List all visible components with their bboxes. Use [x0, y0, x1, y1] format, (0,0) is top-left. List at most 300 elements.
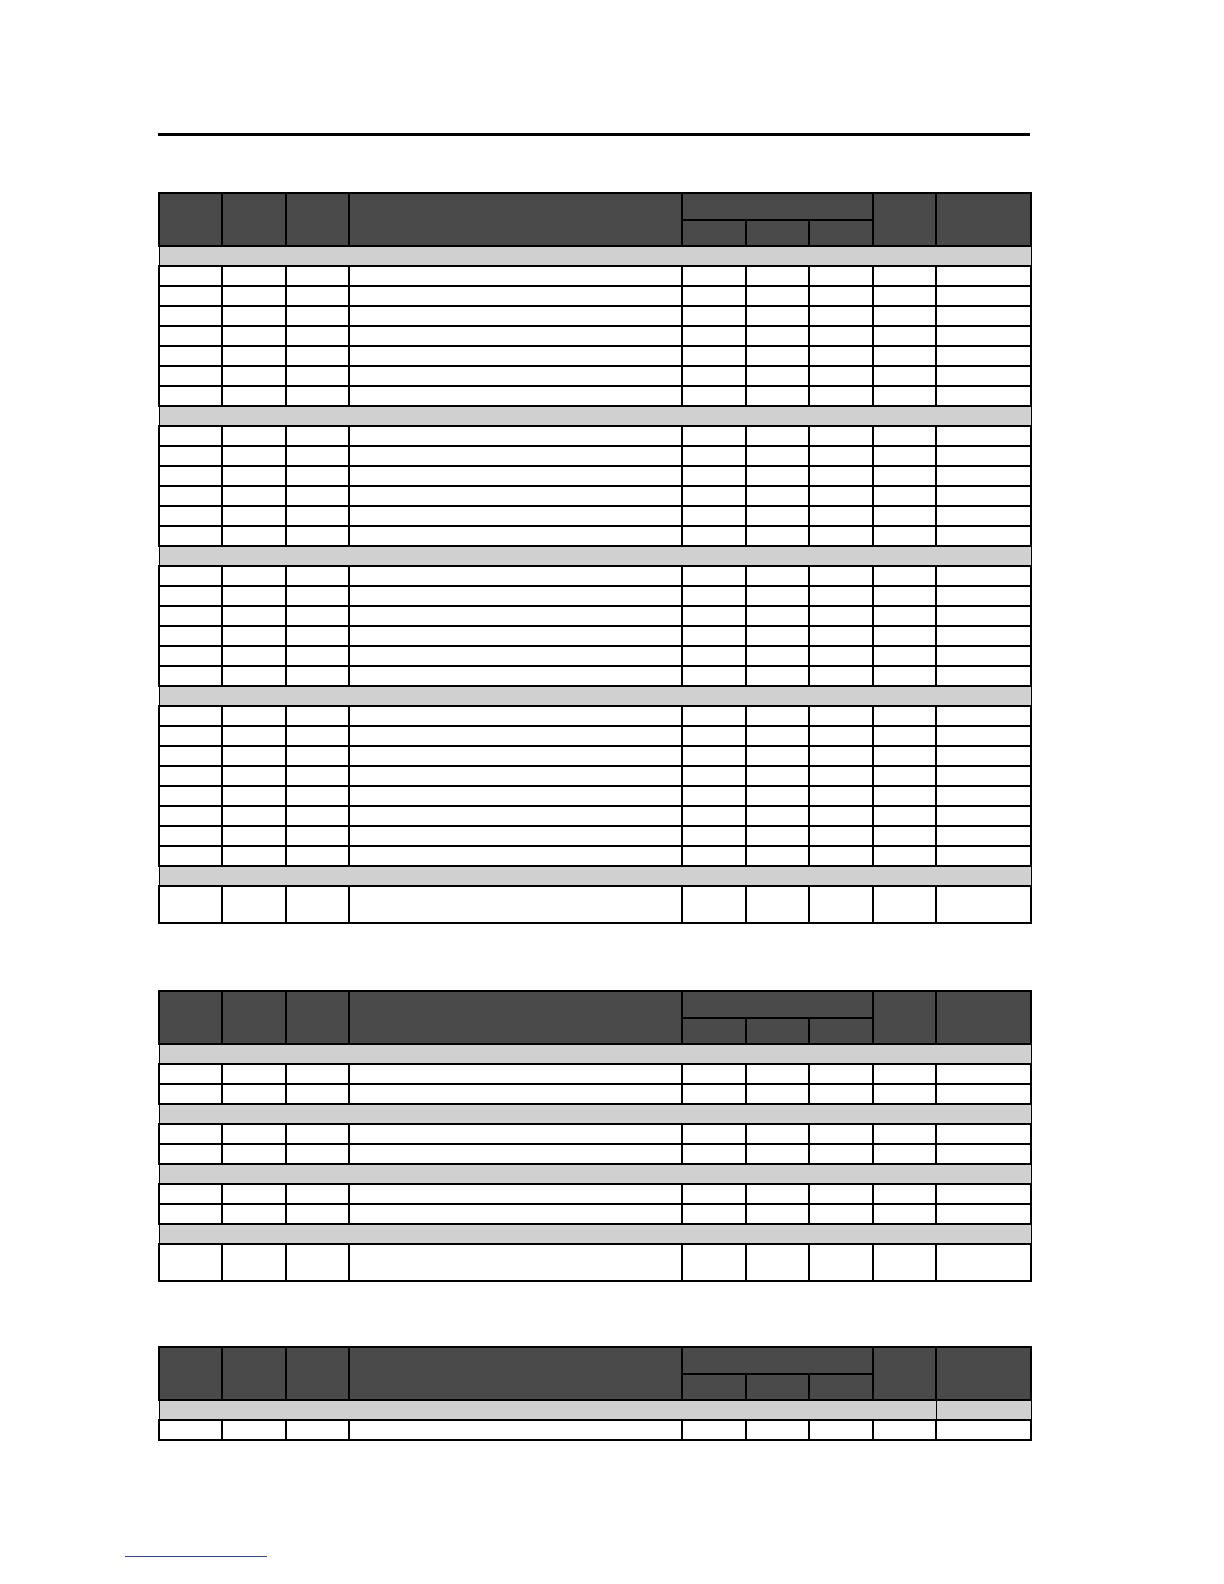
- section-band: [159, 1224, 1031, 1244]
- table-row: [159, 1064, 1031, 1084]
- section-band: [159, 546, 1031, 566]
- table-cell: [936, 326, 1031, 346]
- table-cell: [809, 1420, 873, 1440]
- table-row: [159, 426, 1031, 446]
- table-cell: [349, 806, 682, 826]
- table-cell: [809, 286, 873, 306]
- table-cell: [349, 566, 682, 586]
- section-band: [159, 246, 1031, 266]
- table-cell: [159, 286, 222, 306]
- table-cell: [873, 826, 936, 846]
- table-cell: [746, 1144, 809, 1164]
- table-row: [159, 346, 1031, 366]
- table-cell: [159, 526, 222, 546]
- table-cell: [809, 566, 873, 586]
- table-cell: [286, 666, 349, 686]
- table-cell: [682, 1244, 746, 1281]
- table-cell: [349, 526, 682, 546]
- table-cell: [286, 346, 349, 366]
- table-cell: [222, 1244, 286, 1281]
- table-cell: [809, 1244, 873, 1281]
- table-cell: [682, 1124, 746, 1144]
- table-cell: [936, 846, 1031, 866]
- table-cell: [349, 826, 682, 846]
- table-cell: [809, 1204, 873, 1224]
- header-col-description: [349, 193, 682, 246]
- table-cell: [746, 466, 809, 486]
- table-cell: [349, 886, 682, 923]
- table-cell: [159, 426, 222, 446]
- table-cell: [873, 586, 936, 606]
- table-cell: [222, 766, 286, 786]
- table-row: [159, 746, 1031, 766]
- table-cell: [222, 426, 286, 446]
- table-cell: [873, 806, 936, 826]
- table-cell: [936, 1124, 1031, 1144]
- table-row: [159, 566, 1031, 586]
- table-cell: [222, 506, 286, 526]
- form-table-3: [158, 1346, 1032, 1441]
- table-cell: [159, 346, 222, 366]
- table-cell: [746, 426, 809, 446]
- table-cell: [682, 326, 746, 346]
- table-cell: [222, 886, 286, 923]
- table-row: [159, 366, 1031, 386]
- table-cell: [222, 326, 286, 346]
- table-cell: [159, 586, 222, 606]
- header-col-9: [936, 1347, 1031, 1400]
- table-cell: [349, 706, 682, 726]
- form-table-2: [158, 990, 1032, 1282]
- table-cell: [682, 746, 746, 766]
- table-cell: [809, 486, 873, 506]
- table-row: [159, 646, 1031, 666]
- table-cell: [682, 266, 746, 286]
- table-cell: [809, 786, 873, 806]
- section-band: [159, 686, 1031, 706]
- table-cell: [222, 486, 286, 506]
- table-cell: [746, 566, 809, 586]
- table-cell: [159, 1204, 222, 1224]
- table-cell: [682, 806, 746, 826]
- table-cell: [349, 506, 682, 526]
- table-cell: [286, 746, 349, 766]
- table-cell: [159, 746, 222, 766]
- table-cell: [349, 366, 682, 386]
- table-cell: [936, 1064, 1031, 1084]
- table-cell: [746, 806, 809, 826]
- table-cell: [159, 786, 222, 806]
- table-cell: [936, 486, 1031, 506]
- table-cell: [873, 426, 936, 446]
- table-cell: [936, 746, 1031, 766]
- table-cell: [746, 1204, 809, 1224]
- table-cell: [349, 486, 682, 506]
- table-cell: [936, 446, 1031, 466]
- section-band-cell: [159, 866, 1031, 886]
- table-cell: [349, 1184, 682, 1204]
- table-cell: [873, 266, 936, 286]
- table-cell: [159, 1420, 222, 1440]
- header-group: [682, 193, 873, 220]
- table-cell: [222, 266, 286, 286]
- header-col-9: [936, 193, 1031, 246]
- table-cell: [873, 326, 936, 346]
- table-cell: [682, 386, 746, 406]
- table-cell: [222, 1064, 286, 1084]
- table-cell: [682, 1084, 746, 1104]
- table-cell: [873, 306, 936, 326]
- table-cell: [159, 826, 222, 846]
- table-row: [159, 486, 1031, 506]
- form-table-1: [158, 192, 1032, 924]
- table-cell: [222, 466, 286, 486]
- table-cell: [809, 1184, 873, 1204]
- table-cell: [349, 1204, 682, 1224]
- table-cell: [286, 1144, 349, 1164]
- table-cell: [222, 806, 286, 826]
- table-cell: [222, 606, 286, 626]
- header-col-2: [222, 991, 286, 1044]
- table-row: [159, 586, 1031, 606]
- table-row: [159, 826, 1031, 846]
- section-band-cell: [159, 546, 1031, 566]
- table-cell: [159, 266, 222, 286]
- table-cell: [809, 746, 873, 766]
- table-cell: [349, 786, 682, 806]
- table-cell: [746, 366, 809, 386]
- table-cell: [873, 766, 936, 786]
- table-cell: [682, 626, 746, 646]
- table-cell: [936, 306, 1031, 326]
- table-cell: [286, 726, 349, 746]
- table-cell: [873, 486, 936, 506]
- table-cell: [159, 706, 222, 726]
- table-cell: [746, 666, 809, 686]
- table-cell: [873, 746, 936, 766]
- table-cell: [159, 806, 222, 826]
- table-cell: [936, 266, 1031, 286]
- table-cell: [809, 386, 873, 406]
- table-cell: [682, 566, 746, 586]
- table-cell: [159, 1124, 222, 1144]
- table-row: [159, 706, 1031, 726]
- section-band-cell: [159, 1164, 1031, 1184]
- table-cell: [159, 846, 222, 866]
- table-cell: [873, 526, 936, 546]
- table-cell: [222, 786, 286, 806]
- section-band-cell: [159, 1224, 1031, 1244]
- table-cell: [222, 1124, 286, 1144]
- table-cell: [809, 766, 873, 786]
- table-cell: [809, 806, 873, 826]
- table-cell: [159, 886, 222, 923]
- table-cell: [349, 846, 682, 866]
- table-cell: [222, 386, 286, 406]
- table-cell: [873, 286, 936, 306]
- table-cell: [682, 1064, 746, 1084]
- table-cell: [682, 706, 746, 726]
- table-cell: [286, 286, 349, 306]
- table-cell: [873, 1244, 936, 1281]
- section-band-cell-last: [936, 1400, 1031, 1420]
- table-cell: [809, 1124, 873, 1144]
- table-row: [159, 1204, 1031, 1224]
- header-subcol-3: [809, 1018, 873, 1044]
- table-cell: [349, 1144, 682, 1164]
- table-cell: [349, 466, 682, 486]
- table-cell: [159, 646, 222, 666]
- table-cell: [936, 1420, 1031, 1440]
- table-cell: [222, 746, 286, 766]
- table-cell: [936, 826, 1031, 846]
- table-cell: [222, 1084, 286, 1104]
- table-cell: [286, 486, 349, 506]
- table-cell: [682, 1204, 746, 1224]
- table-cell: [286, 1124, 349, 1144]
- table-cell: [682, 886, 746, 923]
- section-band: [159, 1400, 1031, 1420]
- table-cell: [682, 606, 746, 626]
- table-cell: [873, 1204, 936, 1224]
- header-subcol-2: [746, 220, 809, 246]
- table-cell: [682, 826, 746, 846]
- table-cell: [746, 346, 809, 366]
- table-cell: [809, 1144, 873, 1164]
- table-cell: [286, 606, 349, 626]
- table-cell: [809, 1084, 873, 1104]
- table-cell: [349, 626, 682, 646]
- table-cell: [222, 646, 286, 666]
- table-cell: [286, 326, 349, 346]
- table-cell: [159, 1144, 222, 1164]
- table-cell: [682, 1144, 746, 1164]
- table-cell: [286, 386, 349, 406]
- table-cell: [746, 266, 809, 286]
- table-cell: [809, 326, 873, 346]
- table-cell: [682, 286, 746, 306]
- table-cell: [286, 506, 349, 526]
- table-cell: [873, 786, 936, 806]
- table-row: [159, 1124, 1031, 1144]
- header-col-8: [873, 193, 936, 246]
- section-band-cell: [159, 406, 1031, 426]
- table-cell: [682, 346, 746, 366]
- table-cell: [746, 386, 809, 406]
- table-cell: [873, 1420, 936, 1440]
- table-cell: [746, 1064, 809, 1084]
- table-cell: [159, 1084, 222, 1104]
- table-cell: [809, 346, 873, 366]
- footnote-rule: [125, 1556, 267, 1557]
- table-cell: [746, 446, 809, 466]
- table-cell: [222, 1184, 286, 1204]
- table-cell: [936, 286, 1031, 306]
- table-cell: [349, 326, 682, 346]
- table-cell: [809, 826, 873, 846]
- header-col-8: [873, 1347, 936, 1400]
- section-band: [159, 1044, 1031, 1064]
- header-col-2: [222, 1347, 286, 1400]
- table-cell: [873, 1184, 936, 1204]
- table-cell: [746, 526, 809, 546]
- table-cell: [286, 786, 349, 806]
- table-cell: [809, 586, 873, 606]
- table-row: [159, 666, 1031, 686]
- table-cell: [809, 506, 873, 526]
- table-cell: [286, 826, 349, 846]
- table-cell: [286, 806, 349, 826]
- table-row: [159, 766, 1031, 786]
- table-cell: [936, 386, 1031, 406]
- table-cell: [809, 666, 873, 686]
- table-cell: [746, 506, 809, 526]
- table-cell: [936, 706, 1031, 726]
- table-cell: [286, 1184, 349, 1204]
- table-cell: [222, 566, 286, 586]
- table-cell: [936, 506, 1031, 526]
- table-cell: [873, 886, 936, 923]
- table-row: [159, 446, 1031, 466]
- table-cell: [809, 846, 873, 866]
- table-cell: [936, 1204, 1031, 1224]
- section-band: [159, 406, 1031, 426]
- table-cell: [936, 806, 1031, 826]
- table-cell: [349, 386, 682, 406]
- table-cell: [746, 1084, 809, 1104]
- table-cell: [746, 606, 809, 626]
- header-col-1: [159, 1347, 222, 1400]
- table-cell: [746, 326, 809, 346]
- header-col-9: [936, 991, 1031, 1044]
- table-cell: [159, 326, 222, 346]
- table-cell: [349, 1124, 682, 1144]
- header-subcol-1: [682, 220, 746, 246]
- table-cell: [873, 1144, 936, 1164]
- table-cell: [222, 286, 286, 306]
- table-row: [159, 846, 1031, 866]
- table-cell: [746, 726, 809, 746]
- table-cell: [682, 766, 746, 786]
- table-cell: [349, 766, 682, 786]
- table-cell: [809, 366, 873, 386]
- table-cell: [873, 706, 936, 726]
- table-cell: [159, 386, 222, 406]
- header-subcol-2: [746, 1374, 809, 1400]
- table-cell: [746, 886, 809, 923]
- table-cell: [286, 766, 349, 786]
- table-cell: [746, 706, 809, 726]
- table-row: [159, 1144, 1031, 1164]
- table-cell: [936, 426, 1031, 446]
- table-cell: [349, 446, 682, 466]
- table-cell: [159, 486, 222, 506]
- table-cell: [809, 726, 873, 746]
- table-cell: [286, 266, 349, 286]
- table-cell: [936, 606, 1031, 626]
- table-cell: [286, 646, 349, 666]
- table-cell: [873, 626, 936, 646]
- table-cell: [936, 646, 1031, 666]
- table-cell: [682, 306, 746, 326]
- table-cell: [349, 1064, 682, 1084]
- table-cell: [873, 606, 936, 626]
- header-col-2: [222, 193, 286, 246]
- table-cell: [222, 526, 286, 546]
- header-col-8: [873, 991, 936, 1044]
- table-cell: [682, 666, 746, 686]
- header-col-3: [286, 1347, 349, 1400]
- section-band: [159, 1104, 1031, 1124]
- table-cell: [746, 626, 809, 646]
- header-subcol-3: [809, 1374, 873, 1400]
- table-cell: [159, 466, 222, 486]
- header-col-description: [349, 991, 682, 1044]
- table-cell: [286, 1084, 349, 1104]
- table-cell: [809, 466, 873, 486]
- table-cell: [286, 446, 349, 466]
- table-cell: [682, 846, 746, 866]
- table-cell: [746, 306, 809, 326]
- table-cell: [936, 586, 1031, 606]
- table-cell: [349, 1244, 682, 1281]
- section-band-cell: [159, 1044, 1031, 1064]
- table-cell: [159, 766, 222, 786]
- table-cell: [936, 1184, 1031, 1204]
- table-cell: [222, 1144, 286, 1164]
- header-subcol-3: [809, 220, 873, 246]
- table-cell: [286, 566, 349, 586]
- table-cell: [682, 486, 746, 506]
- table-cell: [936, 346, 1031, 366]
- table-cell: [349, 286, 682, 306]
- table-cell: [873, 346, 936, 366]
- table-cell: [682, 646, 746, 666]
- table-row: [159, 326, 1031, 346]
- table-cell: [222, 346, 286, 366]
- table-cell: [286, 626, 349, 646]
- table-cell: [222, 626, 286, 646]
- table-cell: [349, 666, 682, 686]
- table-cell: [936, 726, 1031, 746]
- table-cell: [286, 1064, 349, 1084]
- table-cell: [159, 1184, 222, 1204]
- table-cell: [873, 446, 936, 466]
- table-cell: [682, 1420, 746, 1440]
- table-cell: [222, 726, 286, 746]
- table-cell: [873, 366, 936, 386]
- table-cell: [936, 466, 1031, 486]
- table-cell: [936, 886, 1031, 923]
- table-cell: [936, 526, 1031, 546]
- table-cell: [936, 626, 1031, 646]
- table-cell: [222, 306, 286, 326]
- table-cell: [222, 826, 286, 846]
- table-cell: [873, 386, 936, 406]
- table-cell: [682, 526, 746, 546]
- section-band: [159, 866, 1031, 886]
- table-cell: [746, 1184, 809, 1204]
- table-row: [159, 506, 1031, 526]
- table-cell: [873, 506, 936, 526]
- table-row: [159, 886, 1031, 923]
- table-cell: [349, 586, 682, 606]
- header-col-1: [159, 193, 222, 246]
- top-rule: [158, 133, 1030, 136]
- section-band-cell: [159, 1104, 1031, 1124]
- section-band-cell: [159, 686, 1031, 706]
- table-cell: [286, 426, 349, 446]
